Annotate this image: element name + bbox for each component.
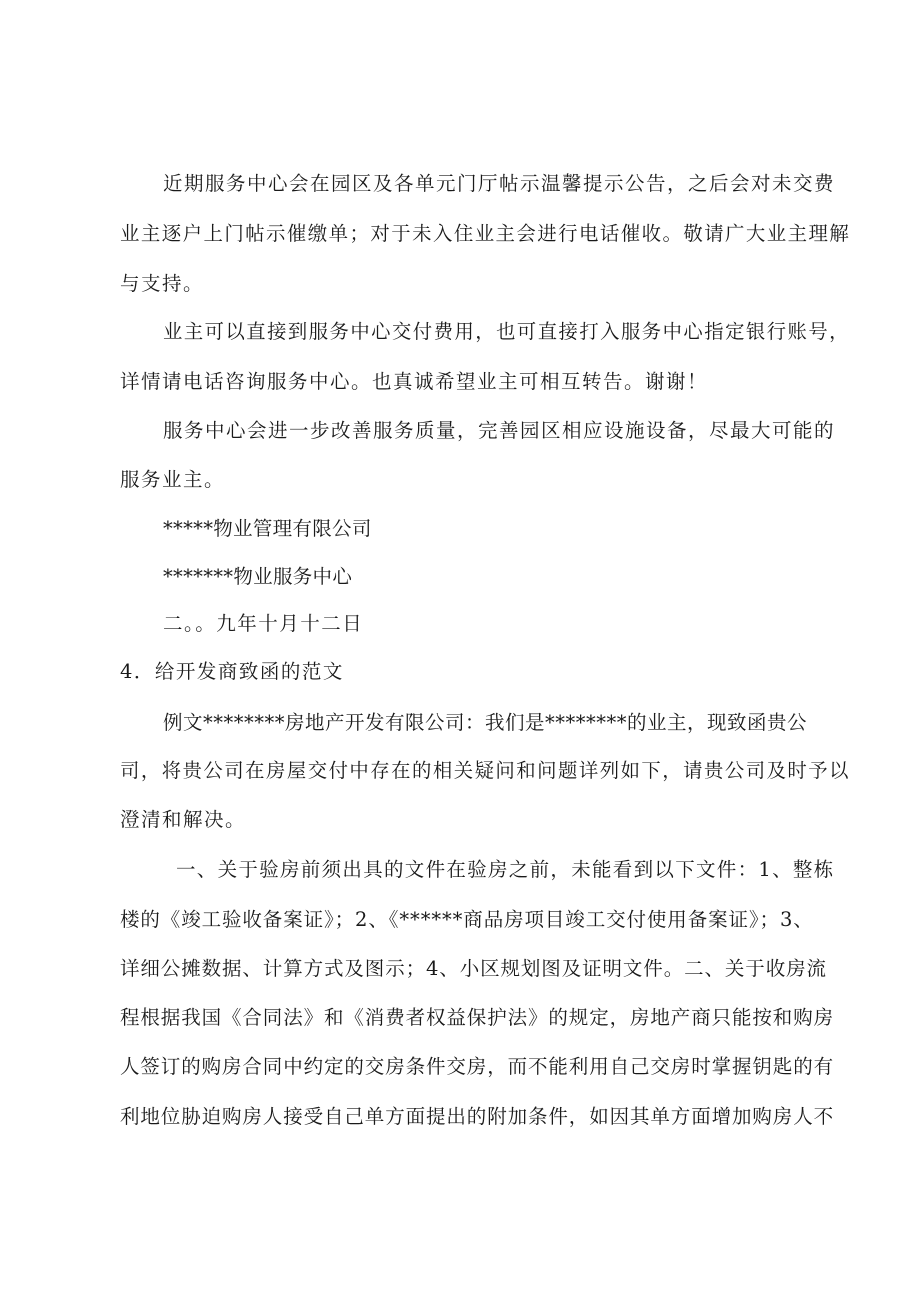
section-heading: 4．给开发商致函的范文 — [120, 660, 344, 683]
signature-company: *****物业管理有限公司 — [163, 517, 372, 540]
paragraph-2-line-1: 业主可以直接到服务中心交付费用，也可直接打入服务中心指定银行账号， — [163, 320, 850, 343]
paragraph-4-line-2: 司，将贵公司在房屋交付中存在的相关疑问和问题详列如下，请贵公司及时予以 — [120, 759, 851, 782]
paragraph-1-line-3: 与支持。 — [120, 272, 205, 295]
signature-center: *******物业服务中心 — [163, 565, 353, 588]
paragraph-5-line-6: 利地位胁迫购房人接受自己单方面提出的附加条件，如因其单方面增加购房人不 — [120, 1105, 835, 1128]
paragraph-5-line-5: 人签订的购房合同中约定的交房条件交房，而不能利用自己交房时掌握钥匙的有 — [120, 1055, 835, 1078]
paragraph-2-line-2: 详情请电话咨询服务中心。也真诚希望业主可相互转告。谢谢！ — [120, 370, 709, 393]
signature-date: 二。。九年十月十二日 — [163, 612, 364, 635]
paragraph-5-line-2: 楼的《竣工验收备案证》；2、《******商品房项目竣工交付使用备案证》；3、 — [120, 908, 814, 931]
paragraph-1-line-2: 业主逐户上门帖示催缴单；对于未入住业主会进行电话催收。敬请广大业主理解 — [120, 222, 851, 245]
paragraph-4-line-3: 澄清和解决。 — [120, 808, 247, 831]
paragraph-4-line-1: 例文********房地产开发有限公司：我们是********的业主，现致函贵公 — [163, 711, 808, 734]
paragraph-3-line-2: 服务业主。 — [120, 468, 226, 491]
paragraph-5-line-4: 程根据我国《合同法》和《消费者权益保护法》的规定，房地产商只能按和购房 — [120, 1006, 835, 1029]
paragraph-3-line-1: 服务中心会进一步改善服务质量，完善园区相应设施设备，尽最大可能的 — [163, 419, 836, 442]
paragraph-5-line-3: 详细公摊数据、计算方式及图示；4、小区规划图及证明文件。二、关于收房流 — [120, 957, 827, 980]
paragraph-1-line-1: 近期服务中心会在园区及各单元门厅帖示温馨提示公告，之后会对未交费 — [163, 172, 836, 195]
paragraph-5-line-1: 一、关于验房前须出具的文件在验房之前，未能看到以下文件：1、整栋 — [176, 858, 835, 881]
